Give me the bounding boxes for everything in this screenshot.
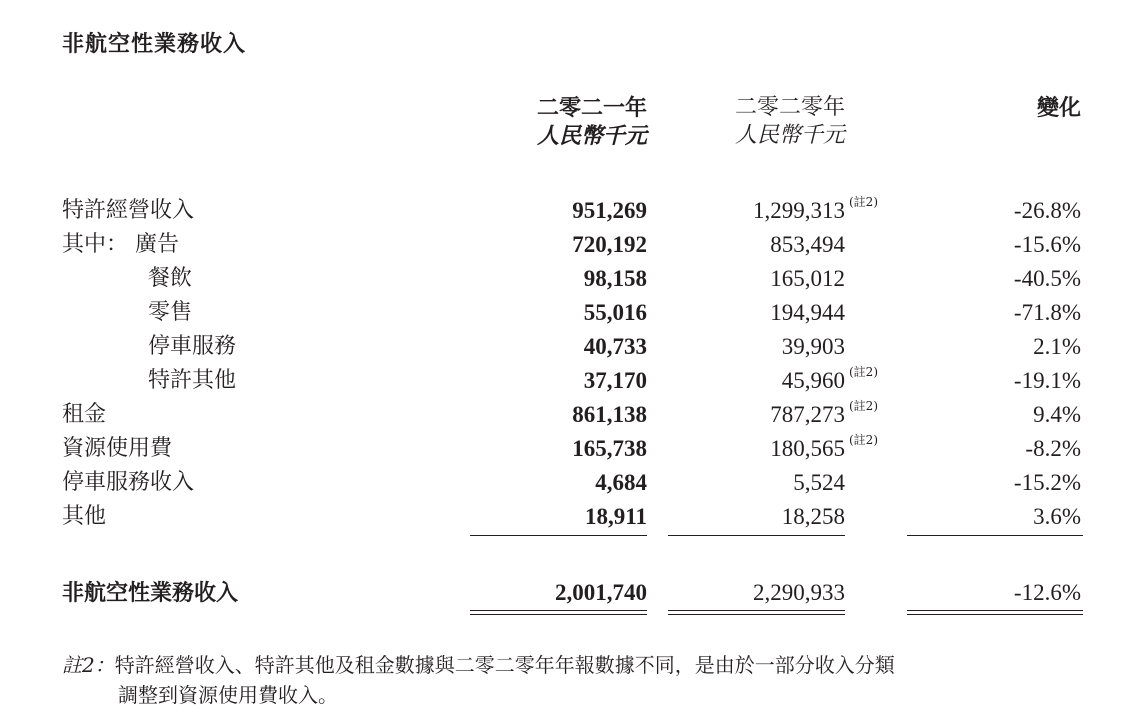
footnote-marker: (註2) xyxy=(849,365,878,379)
footnote-marker: (註2) xyxy=(849,433,878,447)
table-row xyxy=(0,228,1133,262)
value-change: -26.8% xyxy=(1013,198,1081,223)
total-rule-change xyxy=(907,614,1083,615)
table-row xyxy=(0,398,1133,432)
value-2020: 165,012 xyxy=(770,266,845,291)
table-row xyxy=(0,330,1133,364)
column-header-2020-year: 二零二零年 xyxy=(734,95,845,120)
column-header-2021-year: 二零二一年 xyxy=(536,95,647,121)
total-value-2021: 2,001,740 xyxy=(555,580,647,605)
value-2020: 45,960 xyxy=(781,368,845,393)
value-change: -8.2% xyxy=(1025,436,1081,461)
subtotal-rule-2021 xyxy=(470,535,647,536)
total-rule-2021 xyxy=(470,610,647,611)
total-row xyxy=(0,576,1133,610)
table-row xyxy=(0,500,1133,534)
value-2021: 861,138 xyxy=(572,402,647,427)
value-2021: 720,192 xyxy=(572,232,647,257)
value-2020: 39,903 xyxy=(781,334,845,359)
table-row xyxy=(0,364,1133,398)
row-label: 其他 xyxy=(62,504,107,529)
value-2020: 18,258 xyxy=(781,504,845,529)
total-rule-change xyxy=(907,610,1083,611)
total-value-change: -12.6% xyxy=(1013,580,1081,605)
table-row xyxy=(0,466,1133,500)
section-title: 非航空性業務收入 xyxy=(62,31,247,57)
footnote-marker: (註2) xyxy=(849,195,878,209)
subtotal-rule-2020 xyxy=(668,535,845,536)
value-2020: 1,299,313 xyxy=(753,198,845,223)
row-label: 停車服務收入 xyxy=(62,470,195,495)
value-2021: 18,911 xyxy=(585,504,647,529)
table-row xyxy=(0,262,1133,296)
value-change: -40.5% xyxy=(1013,266,1081,291)
value-2020: 180,565 xyxy=(770,436,845,461)
column-header-2020-unit: 人民幣千元 xyxy=(734,123,845,148)
footnote-text-line1: 特許經營收入、特許其他及租金數據與二零二零年年報數據不同，是由於一部分收入分類 xyxy=(114,653,895,677)
value-2020: 787,273 xyxy=(770,402,845,427)
footnote-label: 註2： xyxy=(62,653,115,677)
value-change: 2.1% xyxy=(1033,334,1081,359)
value-change: -15.6% xyxy=(1013,232,1081,257)
value-2020: 5,524 xyxy=(793,470,845,495)
total-rule-2020 xyxy=(668,614,845,615)
footnote-marker: (註2) xyxy=(849,399,878,413)
table-row xyxy=(0,296,1133,330)
total-rule-2020 xyxy=(668,610,845,611)
column-header-2021-unit: 人民幣千元 xyxy=(536,123,647,149)
row-label: 特許經營收入 xyxy=(62,198,195,223)
footnote xyxy=(62,650,895,680)
value-2021: 40,733 xyxy=(583,334,647,359)
value-2021: 951,269 xyxy=(572,198,647,223)
value-change: 3.6% xyxy=(1033,504,1081,529)
value-2020: 853,494 xyxy=(770,232,845,257)
total-label: 非航空性業務收入 xyxy=(62,580,239,606)
row-label: 特許其他 xyxy=(148,368,237,393)
value-change: -19.1% xyxy=(1013,368,1081,393)
subtotal-rule-change xyxy=(907,535,1083,536)
value-2021: 55,016 xyxy=(583,300,647,325)
row-label: 餐飲 xyxy=(148,266,193,291)
value-change: -71.8% xyxy=(1013,300,1081,325)
row-label: 資源使用費 xyxy=(62,436,173,461)
row-label: 停車服務 xyxy=(148,334,237,359)
row-label: 零售 xyxy=(148,300,193,325)
value-2021: 165,738 xyxy=(572,436,647,461)
value-2021: 98,158 xyxy=(583,266,647,291)
column-header-2021 xyxy=(537,94,647,150)
value-2021: 4,684 xyxy=(595,470,647,495)
row-label: 其中： 廣告 xyxy=(62,232,179,257)
footnote-text-line2: 調整到資源使用費收入。 xyxy=(118,683,338,707)
total-value-2020: 2,290,933 xyxy=(753,580,845,605)
value-change: -15.2% xyxy=(1013,470,1081,495)
column-header-change: 變化 xyxy=(1036,95,1081,121)
table-row xyxy=(0,432,1133,466)
value-2020: 194,944 xyxy=(770,300,845,325)
column-header-2020 xyxy=(735,94,845,150)
total-rule-2021 xyxy=(470,614,647,615)
value-2021: 37,170 xyxy=(583,368,647,393)
table-row xyxy=(0,194,1133,228)
value-change: 9.4% xyxy=(1033,402,1081,427)
row-label: 租金 xyxy=(62,402,107,427)
